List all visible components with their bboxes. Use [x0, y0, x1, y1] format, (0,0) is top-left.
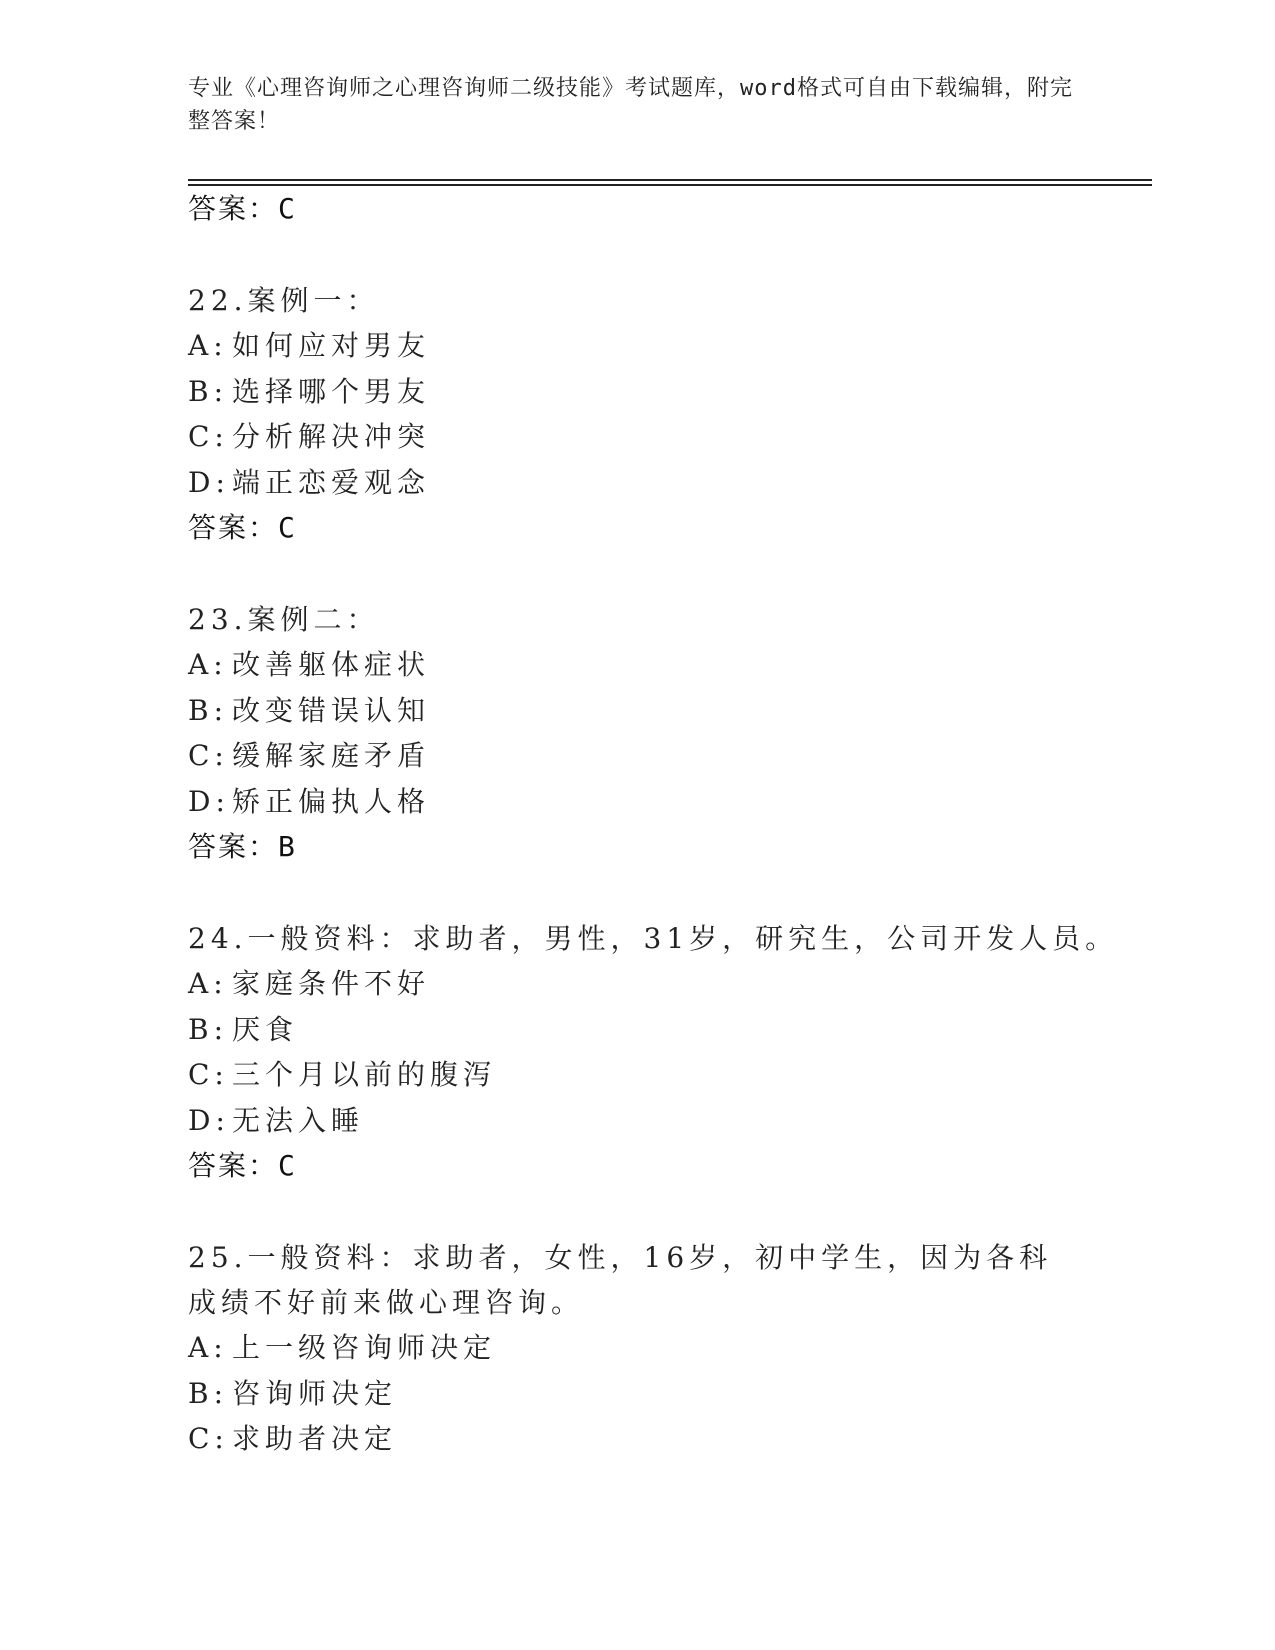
option-text: 改变错误认知	[232, 693, 431, 727]
option-letter: A:	[188, 648, 228, 681]
question-stem: 25.一般资料：求助者，女性，16岁，初中学生，因为各科成绩不好前来做心理咨询。	[188, 1241, 1053, 1319]
question-24	[188, 916, 1148, 1189]
option-c	[188, 1416, 1148, 1462]
option-text: 选择哪个男友	[232, 374, 431, 408]
option-letter: B:	[188, 374, 229, 408]
question-stem: 23.案例二：	[188, 603, 380, 636]
question-22	[188, 278, 1148, 551]
option-d	[188, 460, 1148, 506]
option-a	[188, 642, 1148, 688]
option-c	[188, 1052, 1148, 1098]
question-23	[188, 597, 1148, 870]
option-text: 求助者决定	[232, 1422, 398, 1455]
header-rule-top	[188, 179, 1152, 181]
option-letter: A:	[188, 1331, 228, 1364]
option-text: 缓解家庭矛盾	[232, 739, 431, 772]
option-letter: C:	[188, 739, 229, 772]
option-letter: A:	[188, 967, 228, 1000]
option-text: 厌食	[232, 1012, 299, 1046]
option-letter: B:	[188, 693, 229, 727]
answer-line: 答案：C	[188, 192, 297, 225]
option-text: 三个月以前的腹泻	[232, 1058, 497, 1091]
option-text: 矫正偏执人格	[232, 784, 431, 818]
answer-line: 答案：B	[188, 830, 297, 863]
option-text: 如何应对男友	[232, 329, 431, 362]
option-a	[188, 323, 1148, 369]
option-text: 改善躯体症状	[232, 648, 431, 681]
option-d	[188, 1098, 1148, 1144]
option-c	[188, 414, 1148, 460]
option-d	[188, 779, 1148, 825]
option-b	[188, 688, 1148, 734]
answer-line: 答案：C	[188, 1149, 297, 1182]
option-letter: D:	[188, 465, 230, 499]
document-body	[188, 186, 1148, 1462]
option-b	[188, 1007, 1148, 1053]
option-text: 上一级咨询师决定	[232, 1331, 497, 1364]
option-letter: C:	[188, 420, 229, 453]
option-letter: A:	[188, 329, 228, 362]
option-letter: B:	[188, 1012, 229, 1046]
option-text: 家庭条件不好	[232, 967, 431, 1000]
document-header: 专业《心理咨询师之心理咨询师二级技能》考试题库，word格式可自由下载编辑，附完整答案！	[188, 76, 1073, 134]
option-a	[188, 961, 1148, 1007]
option-b	[188, 369, 1148, 415]
question-25	[188, 1235, 1148, 1462]
option-letter: C:	[188, 1058, 229, 1091]
option-letter: D:	[188, 1103, 230, 1137]
option-text: 端正恋爱观念	[232, 465, 431, 499]
option-letter: C:	[188, 1422, 229, 1455]
option-b	[188, 1371, 1148, 1417]
question-stem: 24.一般资料：求助者，男性，31岁，研究生，公司开发人员。	[188, 922, 1119, 955]
answer-line: 答案：C	[188, 511, 297, 544]
option-text: 分析解决冲突	[232, 420, 431, 453]
option-letter: D:	[188, 784, 230, 818]
option-text: 无法入睡	[232, 1103, 365, 1137]
option-letter: B:	[188, 1376, 229, 1410]
option-a	[188, 1325, 1148, 1371]
option-text: 咨询师决定	[232, 1376, 398, 1410]
option-c	[188, 733, 1148, 779]
question-stem: 22.案例一：	[188, 284, 380, 317]
